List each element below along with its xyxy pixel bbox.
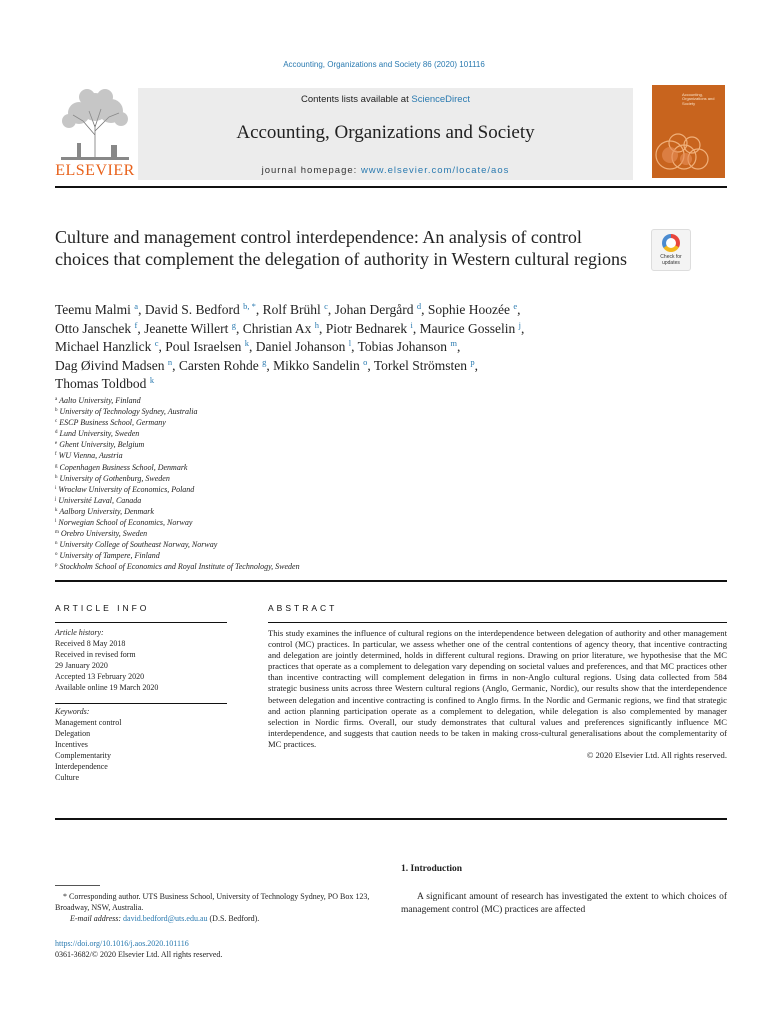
history-label: Article history: bbox=[55, 628, 104, 637]
keyword-item[interactable]: Interdependence bbox=[55, 762, 108, 771]
cover-title: Accounting, Organizations and Society bbox=[682, 92, 715, 106]
journal-homepage-line bbox=[138, 165, 633, 176]
abstract-body bbox=[268, 628, 727, 761]
keyword-item[interactable]: Delegation bbox=[55, 729, 91, 738]
author: Johan Dergård $^d$, bbox=[334, 301, 428, 317]
sciencedirect-link[interactable]: ScienceDirect bbox=[411, 94, 470, 105]
affiliation-item: $^f$ WU Vienna, Austria bbox=[55, 451, 123, 461]
author: Rolf Brühl $^c$, bbox=[262, 301, 335, 317]
history-item: Available online 19 March 2020 bbox=[55, 683, 159, 692]
affiliation-item: $^j$ Université Laval, Canada bbox=[55, 495, 142, 505]
email-suffix: (D.S. Bedford). bbox=[207, 914, 260, 923]
author: David S. Bedford $^{b, *}$, bbox=[144, 301, 263, 317]
history-item: Received in revised form bbox=[55, 650, 136, 659]
affiliation-item: $^k$ Aalborg University, Denmark bbox=[55, 506, 154, 516]
elsevier-logo[interactable] bbox=[55, 85, 135, 183]
abstract-paragraph: This study examines the influence of cultural regions on the interdependence between delegation of authority and other management control (MC) practices. In particular, we assess whether one of the central contentions of agency theory, that incentive contracting and delegation are jointly determined, holds in different cultural regions. Drawing on prior literature, we hypothesise that the MC practices that operate as a complement to delegation vary depending on societal values and preferences, and that MC practices other than incentive contracting will complement delegation in firms in non-Anglo cultural regions. Using data collected from 584 strategic business units across three Western cultural regions (Anglo, Germanic, Nordic), our results show that the interdependence between delegation and incentive contracting is confined to Anglo firms. In the Nordic and Germanic regions, we find that strategic and action planning participation operate as a complement to delegation, while delegation is also complemented by manager selection in Nordic firms. Overall, our study demonstrates that cultural values and preferences significantly influence MC interdependence, and suggests that caution needs to be taken in making cross-cultural generalisations about the complementarity of MC practices. bbox=[268, 628, 727, 749]
contents-prefix: Contents lists available at bbox=[301, 94, 412, 105]
check-for-updates-badge[interactable] bbox=[651, 229, 691, 271]
introduction-heading: 1. Introduction bbox=[401, 864, 463, 874]
doi-block bbox=[55, 938, 385, 960]
corresponding-author-footnote bbox=[55, 891, 385, 924]
elsevier-wordmark: ELSEVIER bbox=[55, 162, 135, 179]
journal-title: Accounting, Organizations and Society bbox=[236, 122, 535, 143]
introduction-paragraph: A significant amount of research has investigated the extent to which choices of management control (MC) practices are affected bbox=[401, 892, 727, 915]
author: Christian Ax $^h$, bbox=[242, 319, 326, 336]
keyword-item[interactable]: Management control bbox=[55, 718, 122, 727]
article-title: Culture and management control interdependence: An analysis of control choices that complement the delegation of authority in Western cultural regions bbox=[55, 227, 628, 269]
history-keywords-rule bbox=[55, 703, 227, 704]
author: Jeanette Willert $^g$, bbox=[144, 319, 243, 336]
article-history bbox=[55, 627, 230, 693]
author: Mikko Sandelin $^o$, bbox=[273, 356, 374, 373]
journal-reference[interactable]: Accounting, Organizations and Society 86 (2020) 101116 bbox=[283, 60, 485, 69]
homepage-prefix: journal homepage: bbox=[261, 165, 361, 176]
author: Otto Janschek $^f$, bbox=[55, 319, 145, 336]
keywords-label: Keywords: bbox=[55, 707, 90, 716]
affiliation-item: $^l$ Norwegian School of Economics, Norway bbox=[55, 518, 193, 528]
author: Thomas Toldbod $^k$ bbox=[55, 375, 155, 391]
journal-banner bbox=[138, 88, 633, 180]
elsevier-tree-icon bbox=[55, 85, 135, 163]
author: Maurice Gosselin $^j$, bbox=[419, 319, 525, 336]
email-label: E-mail address: bbox=[70, 914, 124, 923]
author: Torkel Strömsten $^p$, bbox=[373, 356, 479, 373]
affiliation-item: $^a$ Aalto University, Finland bbox=[55, 396, 141, 405]
author-list bbox=[55, 301, 655, 394]
affiliation-item: $^h$ University of Gothenburg, Sweden bbox=[55, 473, 170, 483]
history-item: Accepted 13 February 2020 bbox=[55, 672, 145, 681]
footnote-rule bbox=[55, 885, 100, 886]
masthead-bottom-rule bbox=[55, 186, 727, 188]
abstract-heading: ABSTRACT bbox=[268, 603, 338, 613]
affiliation-item: $^n$ University College of Southeast Norway, Norway bbox=[55, 540, 218, 550]
homepage-link[interactable]: www.elsevier.com/locate/aos bbox=[360, 165, 510, 176]
affiliation-list bbox=[55, 395, 675, 573]
author: Tobias Johanson $^m$, bbox=[357, 338, 461, 354]
author: Dag Øivind Madsen $^n$, bbox=[55, 356, 179, 373]
author: Michael Hanzlick $^c$, bbox=[55, 338, 166, 354]
contents-available-line bbox=[138, 94, 633, 105]
email-link[interactable]: david.bedford@uts.edu.au bbox=[123, 914, 208, 923]
check-for-updates-icon bbox=[662, 234, 680, 252]
affiliation-item: $^m$ Orebro University, Sweden bbox=[55, 529, 148, 539]
doi-link[interactable]: https://doi.org/10.1016/j.aos.2020.101116 bbox=[55, 939, 189, 948]
affiliation-item: $^p$ Stockholm School of Economics and Royal Institute of Technology, Sweden bbox=[55, 562, 300, 572]
corresponding-author-text: * Corresponding author. UTS Business School, University of Technology Sydney, PO Box 123, Broadway, NSW, Australia. bbox=[55, 892, 370, 912]
affiliation-item: $^c$ ESCP Business School, Germany bbox=[55, 418, 166, 428]
author: Teemu Malmi $^a$, bbox=[55, 301, 145, 317]
author: Daniel Johanson $^l$, bbox=[255, 338, 358, 354]
keywords bbox=[55, 706, 230, 783]
affiliation-item: $^e$ Ghent University, Belgium bbox=[55, 440, 145, 450]
front-matter-rule bbox=[55, 580, 727, 582]
affiliation-item: $^o$ University of Tampere, Finland bbox=[55, 551, 160, 561]
keyword-item[interactable]: Culture bbox=[55, 773, 79, 782]
article-info-rule bbox=[55, 622, 227, 623]
article-info-heading: ARTICLE INFO bbox=[55, 603, 150, 613]
masthead bbox=[55, 85, 727, 186]
author: Poul Israelsen $^k$, bbox=[165, 338, 256, 354]
check-for-updates-label: Check for updates bbox=[660, 254, 682, 266]
keyword-item[interactable]: Complementarity bbox=[55, 751, 111, 760]
history-item: Received 8 May 2018 bbox=[55, 639, 126, 648]
author: Piotr Bednarek $^i$, bbox=[325, 319, 420, 336]
author: Carsten Rohde $^g$, bbox=[178, 356, 274, 373]
history-item: 29 January 2020 bbox=[55, 661, 108, 670]
journal-cover-thumbnail[interactable] bbox=[652, 85, 725, 178]
email-line bbox=[55, 913, 385, 924]
abstract-rule bbox=[268, 622, 727, 623]
affiliation-item: $^d$ Lund University, Sweden bbox=[55, 429, 140, 439]
abstract-copyright: © 2020 Elsevier Ltd. All rights reserved. bbox=[586, 750, 727, 761]
author: Sophie Hoozée $^e$, bbox=[427, 301, 521, 317]
abstract-bottom-rule bbox=[55, 818, 727, 820]
affiliation-item: $^i$ Wrocław University of Economics, Poland bbox=[55, 484, 195, 494]
affiliation-item: $^b$ University of Technology Sydney, Australia bbox=[55, 407, 198, 417]
affiliation-item: $^g$ Copenhagen Business School, Denmark bbox=[55, 462, 188, 472]
keyword-item[interactable]: Incentives bbox=[55, 740, 88, 749]
issn-copyright: 0361-3682/© 2020 Elsevier Ltd. All rights reserved. bbox=[55, 950, 223, 959]
